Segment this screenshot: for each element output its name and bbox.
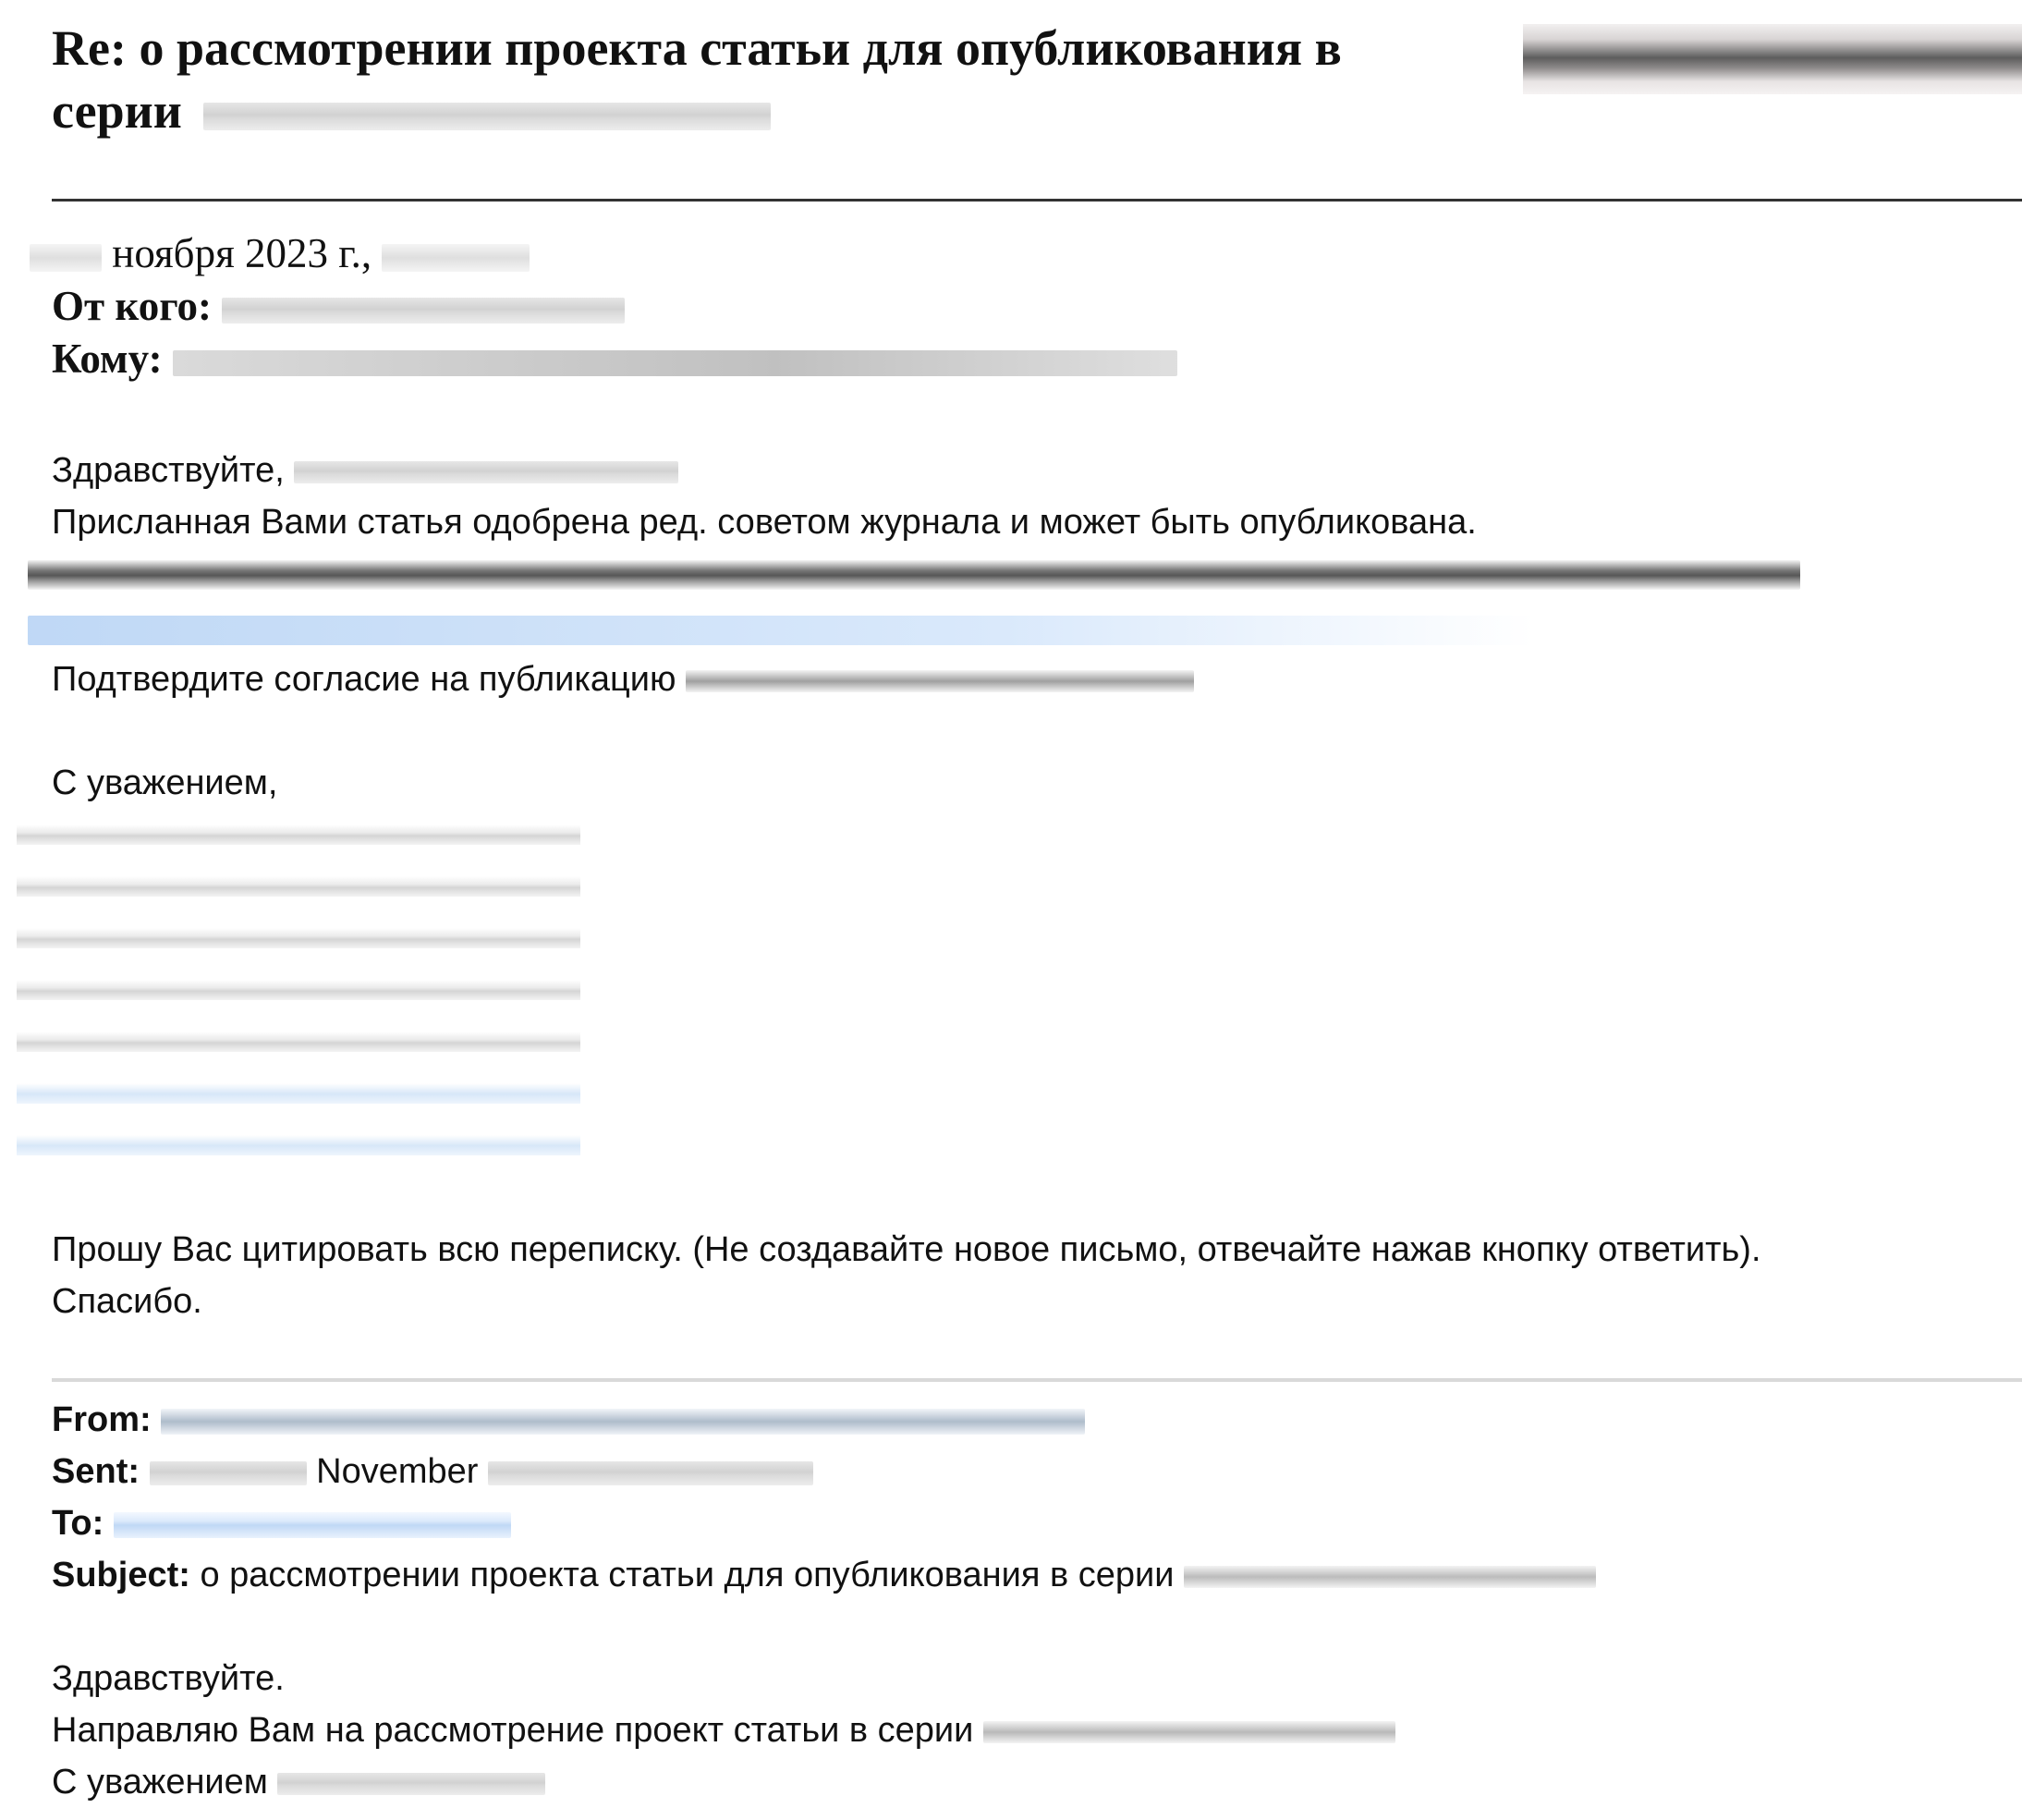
redacted-recipient [173,350,1177,376]
date-row [30,227,1155,280]
redacted-sender [222,298,625,324]
quoted-subject-row [52,1549,1596,1601]
quoted-to-row [52,1497,511,1549]
redacted-series-name [203,103,771,130]
header-divider [52,199,2022,202]
redacted-details-line [28,560,1800,590]
redacted-signature-line [17,1032,580,1052]
date-text: ноября 2023 г., [112,230,372,276]
redacted-sent-time [488,1461,813,1485]
redacted-quoted-series-2 [983,1721,1395,1743]
subject-line-2: серии [52,83,182,139]
redacted-location [382,244,530,272]
greeting-row [52,445,678,496]
to-row [52,333,1177,385]
redacted-signature-line [17,928,580,948]
from-row [52,280,1177,333]
quoted-sent-month: November [316,1452,479,1491]
redacted-confirm-target [686,670,1194,692]
confirm-row [52,653,1194,705]
greeting-text: Здравствуйте, [52,451,285,490]
quoted-sent-label: Sent: [52,1452,140,1491]
quote-request-text: Прошу Вас цитировать всю переписку. (Не создавайте новое письмо, отвечайте нажав кнопку ответить). [52,1230,1761,1269]
redacted-link-line [28,616,1534,645]
to-label: Кому: [52,336,163,382]
redacted-signature-block [17,824,580,1187]
redacted-signature-line [17,824,580,845]
thanks-text: Спасибо. [52,1282,202,1321]
redacted-signature-line [17,980,580,1000]
redacted-signature-link [17,1135,580,1155]
quoted-greeting: Здравствуйте. [52,1659,285,1698]
quoted-from-row [52,1394,1085,1446]
quoted-closing-row [52,1756,545,1808]
redacted-day [30,244,102,272]
redacted-signature-line [17,876,580,897]
quoted-body-text: Направляю Вам на рассмотрение проект статьи в серии [52,1711,974,1750]
quoted-body-row [52,1704,1395,1756]
email-subject-heading [52,17,1493,142]
subject-line-1: Re: о рассмотрении проекта статьи для опубликования в [52,20,1342,76]
approval-text: Присланная Вами статья одобрена ред. советом журнала и может быть опубликована. [52,503,1477,542]
closing-text: С уважением, [52,763,278,802]
redacted-quoted-sender-name [277,1773,545,1795]
quoted-subject-label: Subject: [52,1556,190,1594]
quoted-from-label: From: [52,1400,152,1439]
quoted-closing-text: С уважением [52,1763,268,1802]
redacted-quoted-series [1184,1566,1596,1588]
message-meta [52,227,1177,385]
redacted-quoted-recipient [114,1512,511,1538]
redacted-signature-link [17,1083,580,1104]
confirm-text: Подтвердите согласие на публикацию [52,660,676,699]
quoted-sent-row [52,1446,813,1497]
quoted-message-divider [52,1378,2022,1382]
redacted-quoted-sender [161,1409,1085,1435]
quoted-to-label: To: [52,1504,104,1543]
from-label: От кого: [52,283,212,329]
redacted-sent-day [150,1461,307,1485]
redacted-recipient-name [294,461,678,483]
quoted-subject-text: о рассмотрении проекта статьи для опубликования в серии [200,1556,1175,1594]
redacted-top-right [1523,24,2022,94]
